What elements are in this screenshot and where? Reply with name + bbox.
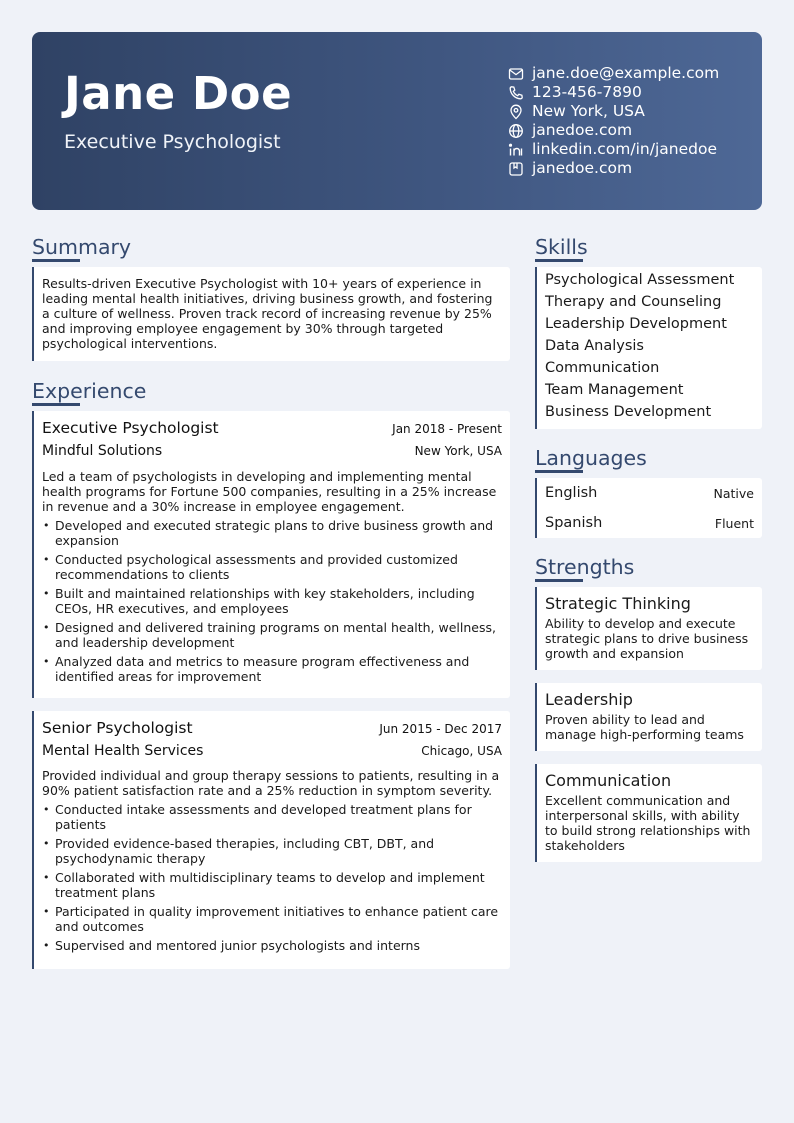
skill-item: Leadership Development [545,316,727,332]
section-divider [32,259,80,262]
languages-card [535,478,762,538]
strength-card [535,683,762,751]
contact-list [508,64,719,178]
section-divider [535,579,583,582]
contact-text: 123-456-7890 [532,83,642,101]
contact-phone[interactable] [508,83,719,102]
summary-heading: Summary [32,235,132,259]
contact-email[interactable] [508,64,719,83]
job-dates: Jun 2015 - Dec 2017 [379,722,502,736]
language-name: Spanish [545,515,603,531]
job-description: Led a team of psychologists in developing and implementing mental health programs for Fortune 500 companies, resulting in a 25% increase in revenue and a 30% increase in employee engagement. [42,469,497,514]
strength-title: Strategic Thinking [545,594,691,613]
contact-text: janedoe.com [532,159,633,177]
experience-heading: Experience [32,379,147,403]
summary-text: Results-driven Executive Psychologist with 10+ years of experience in leading mental health initiatives, driving business growth, and fostering a culture of wellness. Proven track record of increasing revenue by 25% and improving employee engagement by 30% through targeted psychological interventions. [42,276,493,351]
language-level: Fluent [714,515,754,531]
candidate-title: Executive Psychologist [64,131,281,153]
list-item: • Conducted psychological assessments and provided customized recommendations to clients [42,552,502,582]
summary-card [32,267,510,361]
job-bullets [42,802,502,953]
strength-card [535,587,762,670]
job-company: Mental Health Services [42,743,204,759]
strength-title: Leadership [545,690,633,709]
skill-item: Business Development [545,404,712,420]
list-item: • Conducted intake assessments and developed treatment plans for patients [42,802,502,832]
list-item: • Collaborated with multidisciplinary teams to develop and implement treatment plans [42,870,502,900]
contact-location [508,102,719,121]
job-title: Senior Psychologist [42,719,193,737]
list-item: • Participated in quality improvement initiatives to enhance patient care and outcomes [42,904,502,934]
language-row [545,478,754,508]
skill-item: Data Analysis [545,338,644,354]
job-title: Executive Psychologist [42,419,219,437]
linkedin-icon [508,142,524,158]
location-pin-icon [508,104,524,120]
contact-website[interactable] [508,121,719,140]
language-name: English [545,485,598,501]
job-company: Mindful Solutions [42,443,163,459]
list-item: • Provided evidence-based therapies, including CBT, DBT, and psychodynamic therapy [42,836,502,866]
contact-text: janedoe.com [532,121,633,139]
section-divider [32,403,80,406]
phone-icon [508,85,524,101]
section-divider [535,259,583,262]
job-subheader [42,743,502,759]
job-dates: Jan 2018 - Present [392,422,502,436]
resume-header [32,32,762,210]
globe-icon [508,123,524,139]
strength-description: Proven ability to lead and manage high-performing teams [545,712,744,742]
strength-description: Ability to develop and execute strategic plans to drive business growth and expansion [545,616,749,661]
job-description: Provided individual and group therapy sessions to patients, resulting in a 90% patient satisfaction rate and a 25% reduction in symptom severity. [42,768,500,798]
contact-linkedin[interactable] [508,140,719,159]
skill-item: Psychological Assessment [545,272,735,288]
job-header [42,419,502,437]
list-item: • Developed and executed strategic plans to drive business growth and expansion [42,518,502,548]
section-divider [535,470,583,473]
strength-description: Excellent communication and interpersonal skills, with ability to build strong relationships with stakeholders [545,793,751,853]
skills-heading: Skills [535,235,588,259]
skill-item: Team Management [545,382,684,398]
list-item: • Supervised and mentored junior psychologists and interns [42,938,502,953]
job-bullets [42,518,502,684]
bookmark-icon [508,161,524,177]
strengths-heading: Strengths [535,555,635,579]
contact-text: jane.doe@example.com [532,64,720,82]
contact-text: linkedin.com/in/janedoe [532,140,717,158]
skill-item: Communication [545,360,660,376]
strength-card [535,764,762,862]
job-subheader [42,443,502,459]
job-card [32,411,510,698]
list-item: • Analyzed data and metrics to measure program effectiveness and identified areas for improvement [42,654,502,684]
job-card [32,711,510,969]
job-location: Chicago, USA [421,744,502,758]
strength-title: Communication [545,771,672,790]
languages-heading: Languages [535,446,647,470]
language-level: Native [713,485,754,501]
language-row [545,508,754,538]
list-item: • Built and maintained relationships with key stakeholders, including CEOs, HR executives, and employees [42,586,502,616]
candidate-name: Jane Doe [64,67,293,120]
job-location: New York, USA [414,444,502,458]
contact-portfolio[interactable] [508,159,719,178]
skill-item: Therapy and Counseling [545,294,722,310]
mail-icon [508,66,524,82]
skills-card [535,267,762,429]
contact-text: New York, USA [532,102,645,120]
job-header [42,719,502,737]
list-item: • Designed and delivered training programs on mental health, wellness, and leadership development [42,620,502,650]
